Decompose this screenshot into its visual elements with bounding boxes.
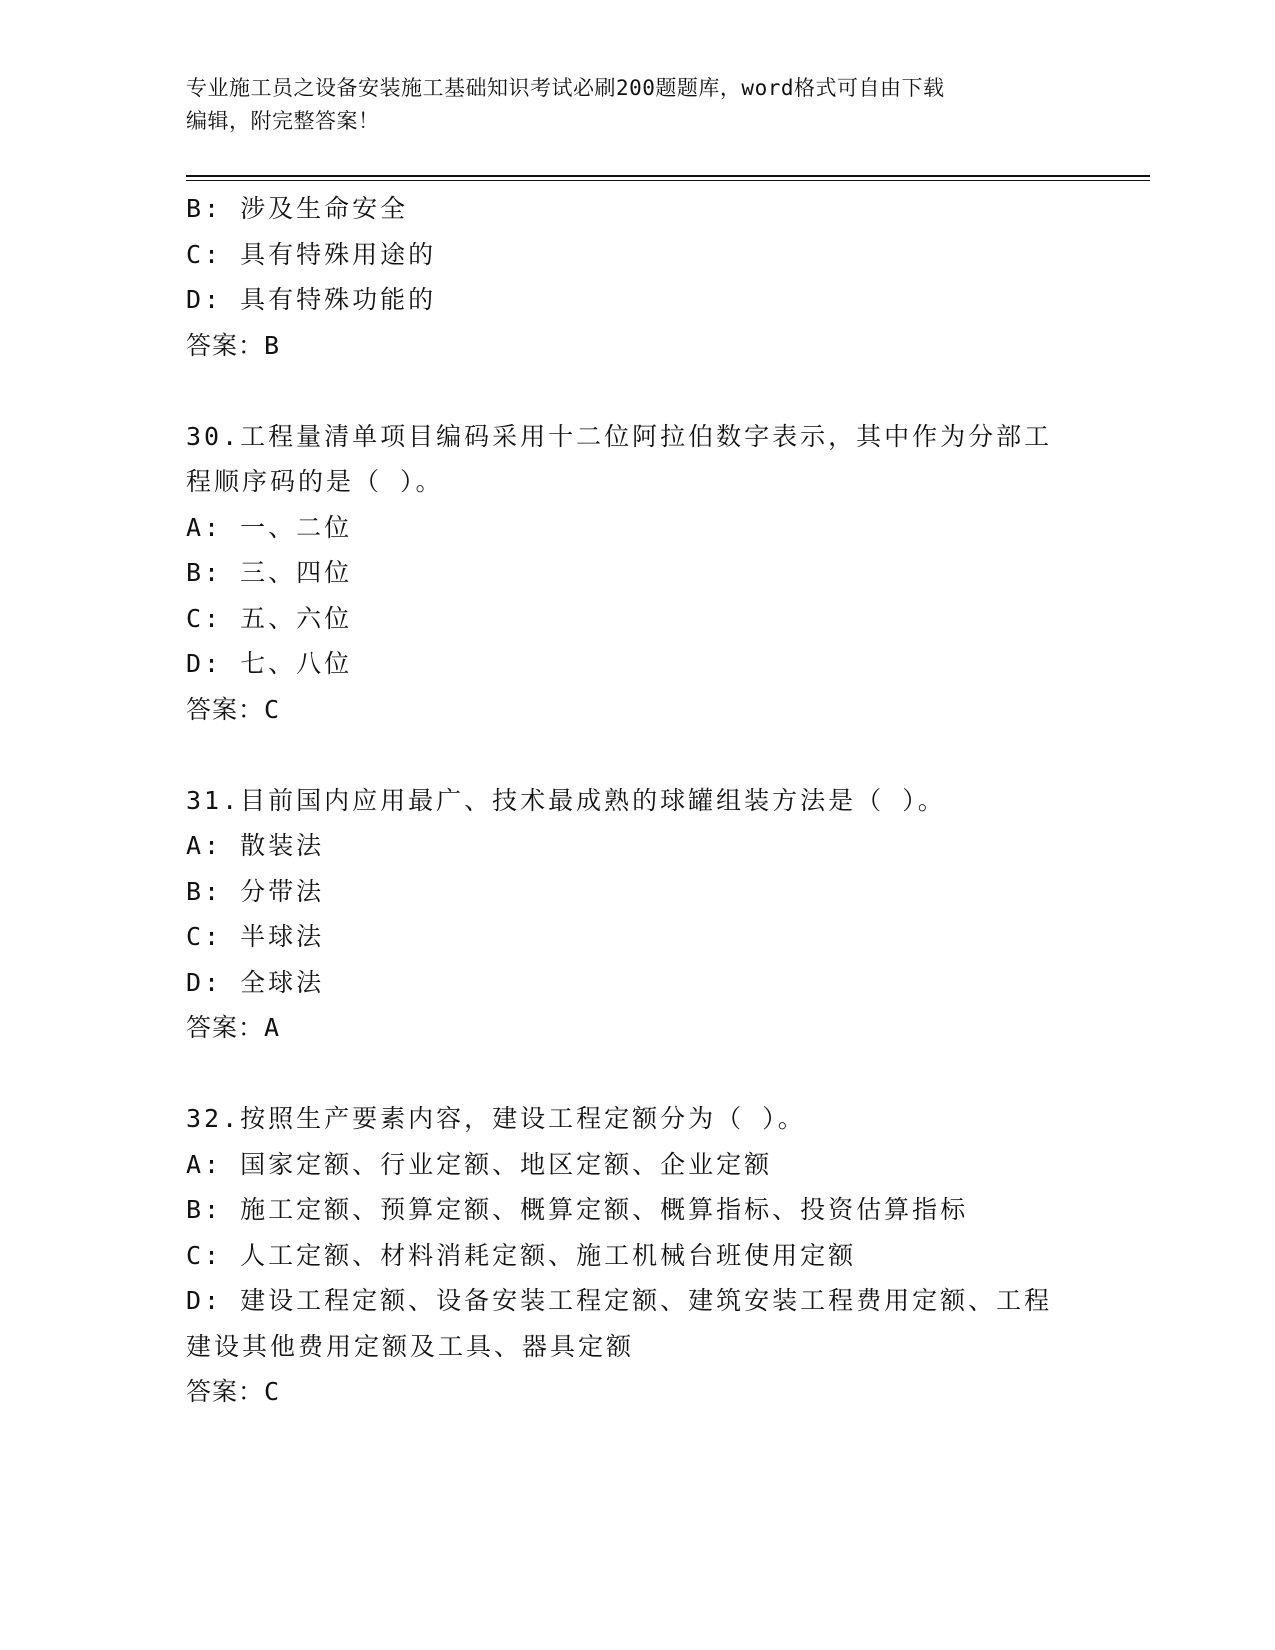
document-header [186, 72, 1066, 138]
header-line-1: 专业施工员之设备安装施工基础知识考试必刷200题题库，word格式可自由下载 [186, 76, 945, 100]
option-b: B: 分带法 [186, 876, 325, 906]
answer: 答案：B [186, 330, 281, 360]
question-stem: 程顺序码的是（ ）。 [186, 467, 444, 496]
option-d-continued: 建设其他费用定额及工具、器具定额 [186, 1331, 635, 1361]
option-d: D: 全球法 [186, 967, 325, 997]
question-32 [186, 1096, 1086, 1415]
previous-question-tail [186, 186, 1086, 368]
question-list [186, 186, 1086, 1415]
header-divider-thick [186, 175, 1150, 177]
option-b: B: 三、四位 [186, 558, 353, 587]
question-stem: 30.工程量清单项目编码采用十二位阿拉伯数字表示，其中作为分部工 [186, 421, 1053, 451]
question-30 [186, 414, 1086, 733]
answer: 答案：A [186, 1013, 281, 1042]
question-31 [186, 778, 1086, 1051]
option-b: B: 涉及生命安全 [186, 194, 409, 223]
option-b: B: 施工定额、预算定额、概算定额、概算指标、投资估算指标 [186, 1195, 969, 1224]
option-c: C: 半球法 [186, 922, 325, 951]
option-a: A: 一、二位 [186, 512, 353, 542]
answer: 答案：C [186, 694, 281, 724]
option-d: D: 具有特殊功能的 [186, 285, 437, 314]
spacer [186, 368, 1086, 414]
option-c: C: 具有特殊用途的 [186, 239, 437, 269]
option-a: A: 国家定额、行业定额、地区定额、企业定额 [186, 1149, 773, 1179]
header-divider-thin [186, 180, 1150, 181]
option-c: C: 五、六位 [186, 603, 353, 633]
option-a: A: 散装法 [186, 831, 325, 860]
option-d: D: 建设工程定额、设备安装工程定额、建筑安装工程费用定额、工程 [186, 1286, 1053, 1315]
spacer [186, 1051, 1086, 1097]
answer: 答案：C [186, 1377, 281, 1406]
question-stem: 32.按照生产要素内容，建设工程定额分为（ ）。 [186, 1104, 806, 1133]
option-c: C: 人工定额、材料消耗定额、施工机械台班使用定额 [186, 1240, 857, 1270]
option-d: D: 七、八位 [186, 649, 353, 678]
header-line-2: 编辑，附完整答案！ [186, 109, 380, 133]
spacer [186, 732, 1086, 778]
question-stem: 31.目前国内应用最广、技术最成熟的球罐组装方法是（ ）。 [186, 785, 946, 815]
